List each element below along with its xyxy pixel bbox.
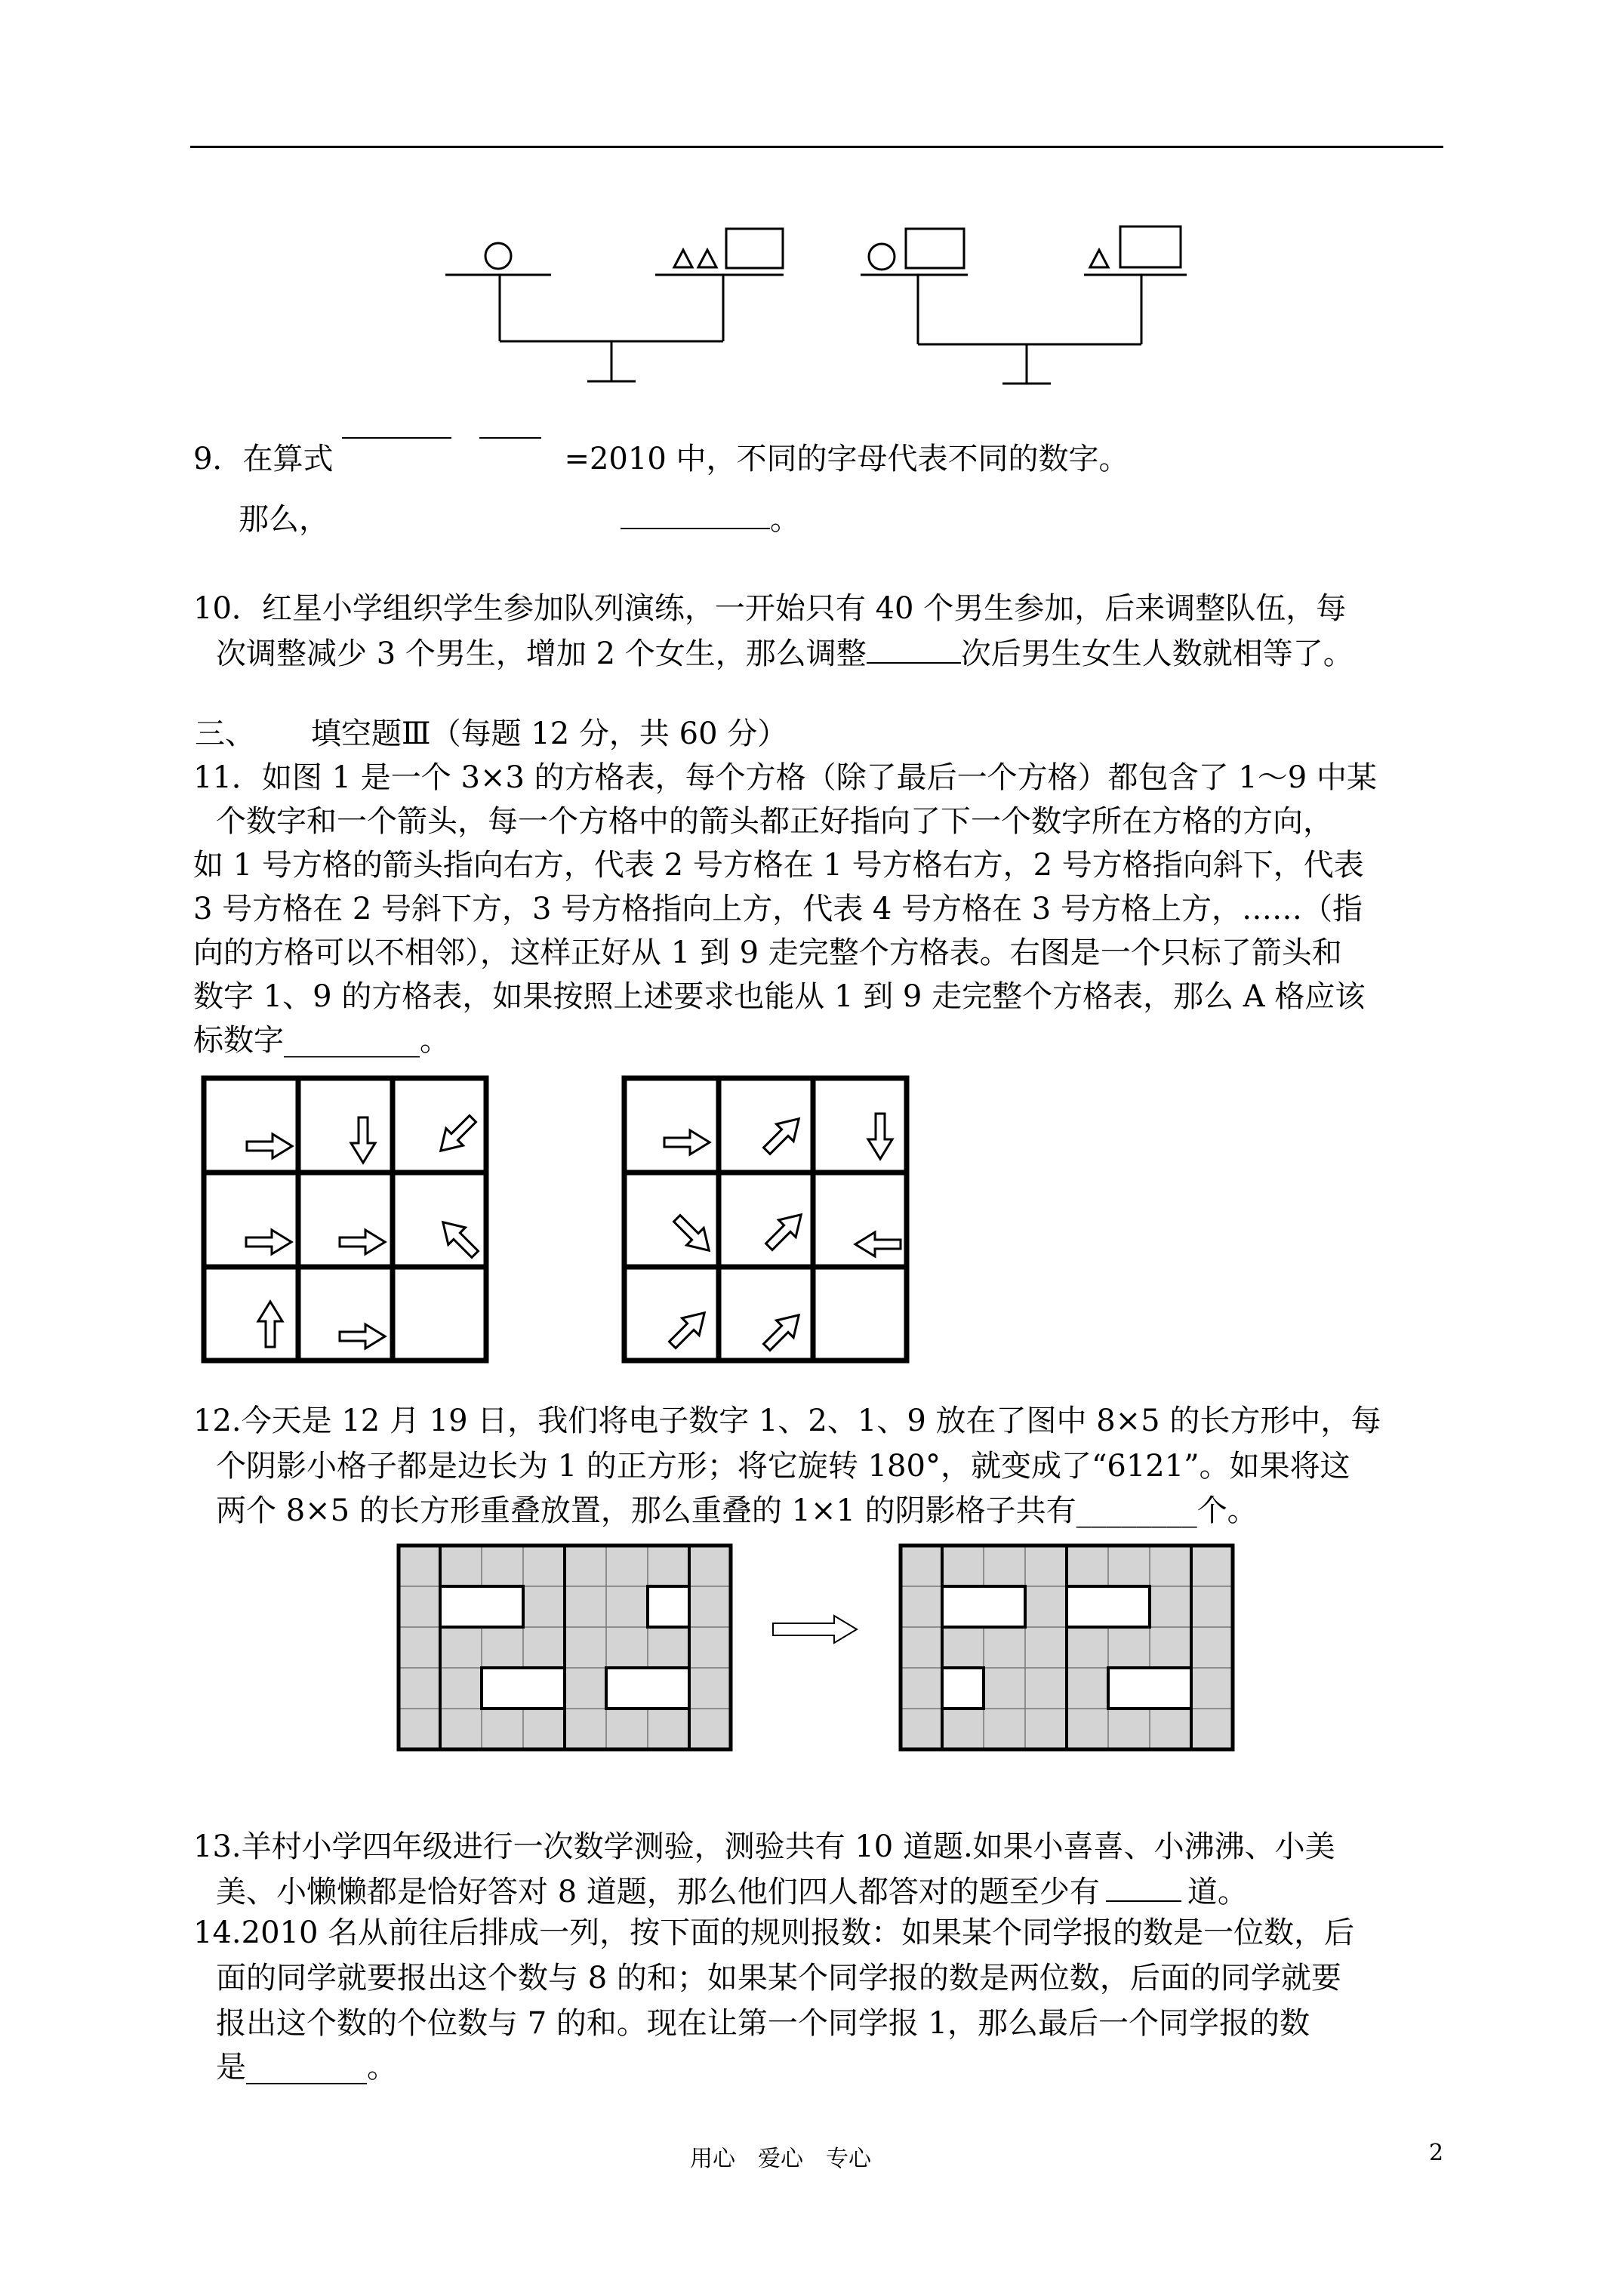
digit-grid-1219 <box>399 1546 731 1749</box>
white-cell <box>648 1586 689 1627</box>
question-11-line4: 3 号方格在 2 号斜下方，3 号方格指向上方，代表 4 号方格在 3 号方格上方，……（指 <box>193 892 1363 926</box>
white-cell <box>440 1586 523 1627</box>
transform-arrow <box>773 1616 857 1643</box>
question-13-line1: 13.羊村小学四年级进行一次数学测验，测验共有 10 道题.如果小喜喜、小沸沸、小美 <box>193 1829 1335 1864</box>
page-number: 2 <box>1429 2140 1444 2166</box>
white-cell <box>1067 1586 1150 1627</box>
footer-motto: 用心 爱心 专心 <box>690 2146 871 2172</box>
question-12-line3: 两个 8×5 的长方形重叠放置，那么重叠的 1×1 的阴影格子共有________个。 <box>216 1493 1258 1528</box>
white-cell <box>1108 1668 1191 1709</box>
question-13-line2: 美、小懒懒都是恰好答对 8 道题，那么他们四人都答对的题至少有 道。 <box>216 1875 1248 1909</box>
q13-answer-blank[interactable] <box>1106 1873 1181 1902</box>
question-11-line7: 标数字_________。 <box>193 1023 450 1058</box>
section-3-title: 填空题Ⅲ（每题 12 分，共 60 分） <box>311 717 788 751</box>
question-14-line4: 是________。 <box>216 2050 397 2085</box>
question-11-line6: 数字 1、9 的方格表，如果按照上述要求也能从 1 到 9 走完整个方格表，那么 A 格应该 <box>193 979 1366 1014</box>
question-11-line5: 向的方格可以不相邻），这样正好从 1 到 9 走完整个方格表。右图是一个只标了箭头和 <box>193 935 1342 970</box>
question-10-line2: 次调整减少 3 个男生，增加 2 个女生，那么调整 次后男生女生人数就相等了。 <box>216 636 1354 671</box>
question-14-line3: 报出这个数的个位数与 7 的和。现在让第一个同学报 1，那么最后一个同学报的数 <box>216 2006 1310 2041</box>
question-11-line2: 个数字和一个箭头，每一个方格中的箭头都正好指向了下一个数字所在方格的方向， <box>216 804 1333 839</box>
question-10-line1: 10．红星小学组织学生参加队列演练，一开始只有 40 个男生参加，后来调整队伍，每 <box>193 591 1347 626</box>
white-cell <box>606 1668 689 1709</box>
digit-grid-6121 <box>901 1546 1233 1749</box>
question-9-line1: 9．在算式 =2010 中，不同的字母代表不同的数字。 <box>193 439 1129 479</box>
q12-answer-blank[interactable]: ________ <box>1076 1493 1197 1528</box>
white-cell <box>942 1668 984 1709</box>
question-12-line1: 12.今天是 12 月 19 日，我们将电子数字 1、2、1、9 放在了图中 8×5 的长方形中，每 <box>193 1404 1381 1438</box>
q14-answer-blank[interactable]: ________ <box>246 2050 367 2085</box>
question-9-line2: 那么， 。 <box>239 502 800 537</box>
section-3-number: 三、 <box>195 717 255 751</box>
q11-answer-blank[interactable]: _________ <box>284 1023 420 1058</box>
white-cell <box>942 1586 1025 1627</box>
question-11-line3: 如 1 号方格的箭头指向右方，代表 2 号方格在 1 号方格右方，2 号方格指向斜下，代表 <box>193 848 1364 883</box>
question-14-line2: 面的同学就要报出这个数与 8 的和；如果某个同学报的数是两位数，后面的同学就要 <box>216 1961 1341 1996</box>
white-cell <box>482 1668 565 1709</box>
question-11-line1: 11．如图 1 是一个 3×3 的方格表，每个方格（除了最后一个方格）都包含了 1～9 中某 <box>193 760 1377 795</box>
question-12-line2: 个阴影小格子都是边长为 1 的正方形；将它旋转 180°，就变成了“6121”。如果将这 <box>216 1449 1350 1484</box>
question-14-line1: 14.2010 名从前往后排成一列，按下面的规则报数：如果某个同学报的数是一位数，后 <box>193 1915 1355 1950</box>
